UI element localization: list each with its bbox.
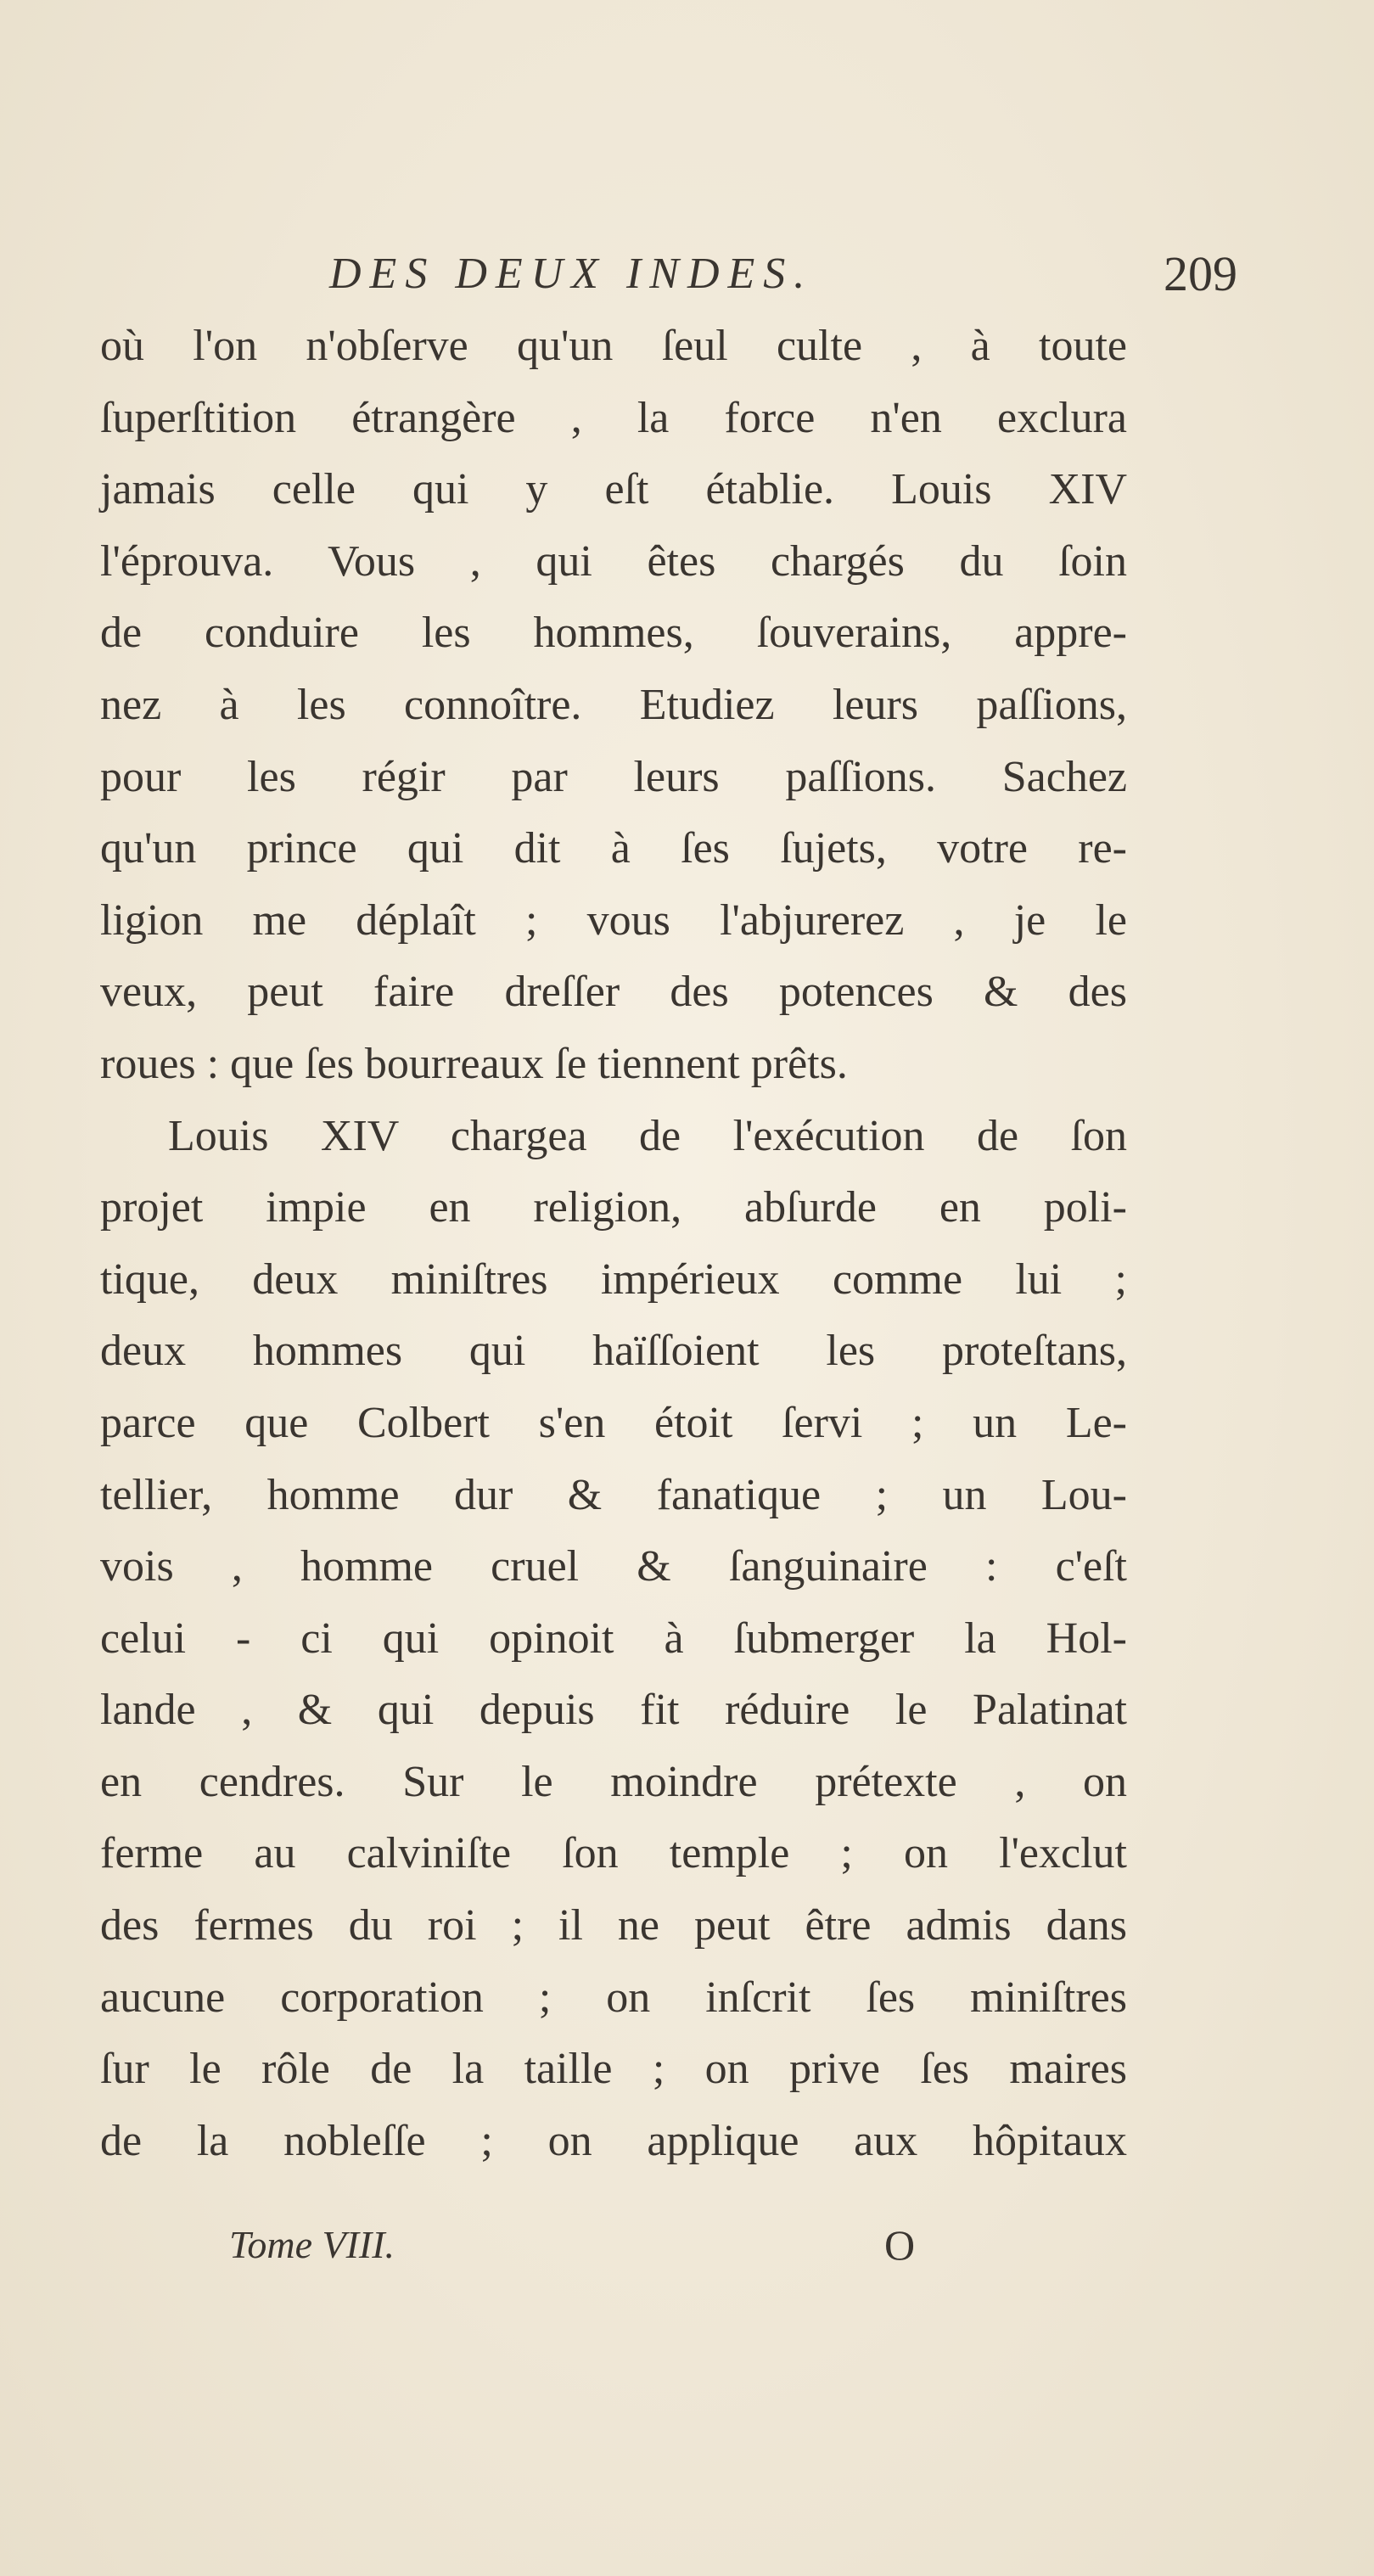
text-line: roues : que ſes bourreaux ſe tiennent prêts. <box>100 1039 848 1088</box>
paragraph-start-line: Louis XIV chargea de l'exécution de ſon <box>168 1111 1127 1160</box>
text-line: de conduire les hommes, ſouverains, appre- <box>100 609 1127 658</box>
text-line: ſur le rôle de la taille ; on prive ſes maires <box>100 2045 1127 2094</box>
text-line: qu'un prince qui dit à ſes ſujets, votre re- <box>100 824 1127 873</box>
text-line: veux, peut faire dreſſer des potences & des <box>100 968 1127 1017</box>
text-line: pour les régir par leurs paſſions. Sachez <box>100 752 1127 801</box>
text-line: tique, deux miniſtres impérieux comme lui ; <box>100 1254 1127 1304</box>
text-line: des fermes du roi ; il ne peut être admis dans <box>100 1901 1127 1950</box>
text-line: tellier, homme dur & fanatique ; un Lou- <box>100 1470 1127 1519</box>
text-line: jamais celle qui y eſt établie. Louis XIV <box>100 465 1127 514</box>
text-line: vois , homme cruel & ſanguinaire : c'eſt <box>100 1542 1127 1591</box>
signature-mark: O <box>884 2221 916 2269</box>
text-line: projet impie en religion, abſurde en poli- <box>100 1183 1127 1232</box>
text-line: en cendres. Sur le moindre prétexte , on <box>100 1757 1127 1806</box>
body-text <box>100 311 1127 2177</box>
page-footer <box>229 2215 993 2275</box>
text-line: où l'on n'obſerve qu'un ſeul culte , à toute <box>100 322 1127 370</box>
text-line: aucune corporation ; on inſcrit ſes miniſtres <box>100 1973 1127 2022</box>
text-line: nez à les connoître. Etudiez leurs paſſions, <box>100 680 1127 729</box>
text-line: celui - ci qui opinoit à ſubmerger la Hol- <box>100 1614 1127 1663</box>
text-line: ferme au calviniſte ſon temple ; on l'exclut <box>100 1829 1127 1878</box>
text-line: ligion me déplaît ; vous l'abjurerez , je le <box>100 895 1127 945</box>
text-line: deux hommes qui haïſſoient les proteſtans, <box>100 1327 1127 1376</box>
volume-label: Tome VIII. <box>229 2223 395 2266</box>
text-line: l'éprouva. Vous , qui êtes chargés du ſoin <box>100 536 1127 586</box>
page-number: 209 <box>1164 246 1237 301</box>
running-head: DES DEUX INDES. <box>329 250 814 298</box>
text-line: de la nobleſſe ; on applique aux hôpitaux <box>100 2116 1127 2165</box>
page-header <box>329 244 1237 304</box>
text-line: parce que Colbert s'en étoit ſervi ; un Le- <box>100 1398 1127 1447</box>
text-line: ſuperſtition étrangère , la force n'en exclura <box>100 393 1127 442</box>
text-line: lande , & qui depuis fit réduire le Palatinat <box>100 1686 1127 1735</box>
